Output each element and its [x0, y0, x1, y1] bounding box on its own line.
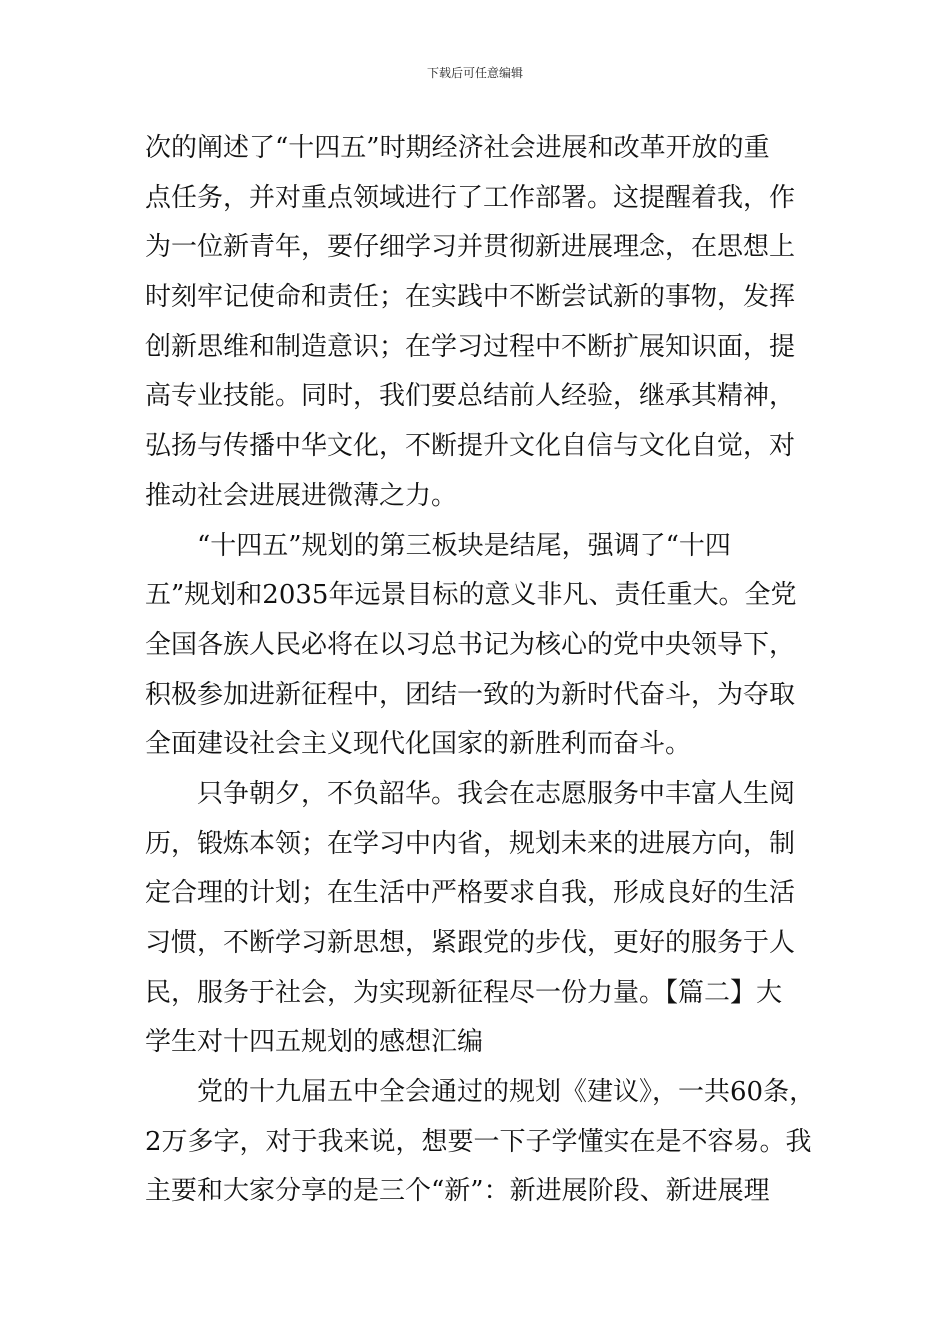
text-line: 学生对十四五规划的感想汇编: [145, 1027, 484, 1058]
text-line: 时刻牢记使命和责任；在实践中不断尝试新的事物，发挥: [145, 282, 796, 313]
text-line: 民，服务于社会，为实现新征程尽一份力量。【篇二】大: [145, 977, 783, 1008]
text-line: 全面建设社会主义现代化国家的新胜利而奋斗。: [145, 729, 692, 760]
text-line: 习惯，不断学习新思想，紧跟党的步伐，更好的服务于人: [145, 928, 796, 958]
text-line: 高专业技能。同时，我们要总结前人经验，继承其精神，: [145, 381, 796, 412]
text-line: “十四五”规划的第三板块是结尾，强调了“十四: [197, 530, 731, 561]
text-line: 为一位新青年，要仔细学习并贯彻新进展理念，在思想上: [145, 232, 796, 263]
text-line: 推动社会进展进微薄之力。: [145, 480, 458, 511]
text-line: 2万多字，对于我来说，想要一下子学懂实在是不容易。我: [145, 1126, 812, 1157]
text-line: 历，锻炼本领；在学习中内省，规划未来的进展方向，制: [145, 828, 796, 859]
text-line: 积极参加进新征程中，团结一致的为新时代奋斗，为夺取: [145, 679, 796, 710]
text-line: 只争朝夕，不负韶华。我会在志愿服务中丰富人生阅: [197, 778, 796, 809]
text-line: 全国各族人民必将在以习总书记为核心的党中央领导下，: [145, 629, 796, 660]
text-line: 党的十九届五中全会通过的规划《建议》，一共60条，: [197, 1077, 816, 1108]
page-header: 下载后可任意编辑: [426, 66, 523, 80]
text-line: 五”规划和2035年远景目标的意义非凡、责任重大。全党: [145, 580, 797, 611]
text-line: 次的阐述了“十四五”时期经济社会进展和改革开放的重: [145, 133, 770, 163]
text-line: 创新思维和制造意识；在学习过程中不断扩展知识面，提: [145, 331, 796, 362]
text-line: 主要和大家分享的是三个“新”：新进展阶段、新进展理: [145, 1176, 770, 1207]
text-line: 点任务，并对重点领域进行了工作部署。这提醒着我，作: [145, 182, 796, 213]
document-body: [145, 124, 815, 1217]
text-line: 弘扬与传播中华文化，不断提升文化自信与文化自觉，对: [145, 431, 796, 462]
text-line: 定合理的计划；在生活中严格要求自我，形成良好的生活: [145, 878, 796, 909]
